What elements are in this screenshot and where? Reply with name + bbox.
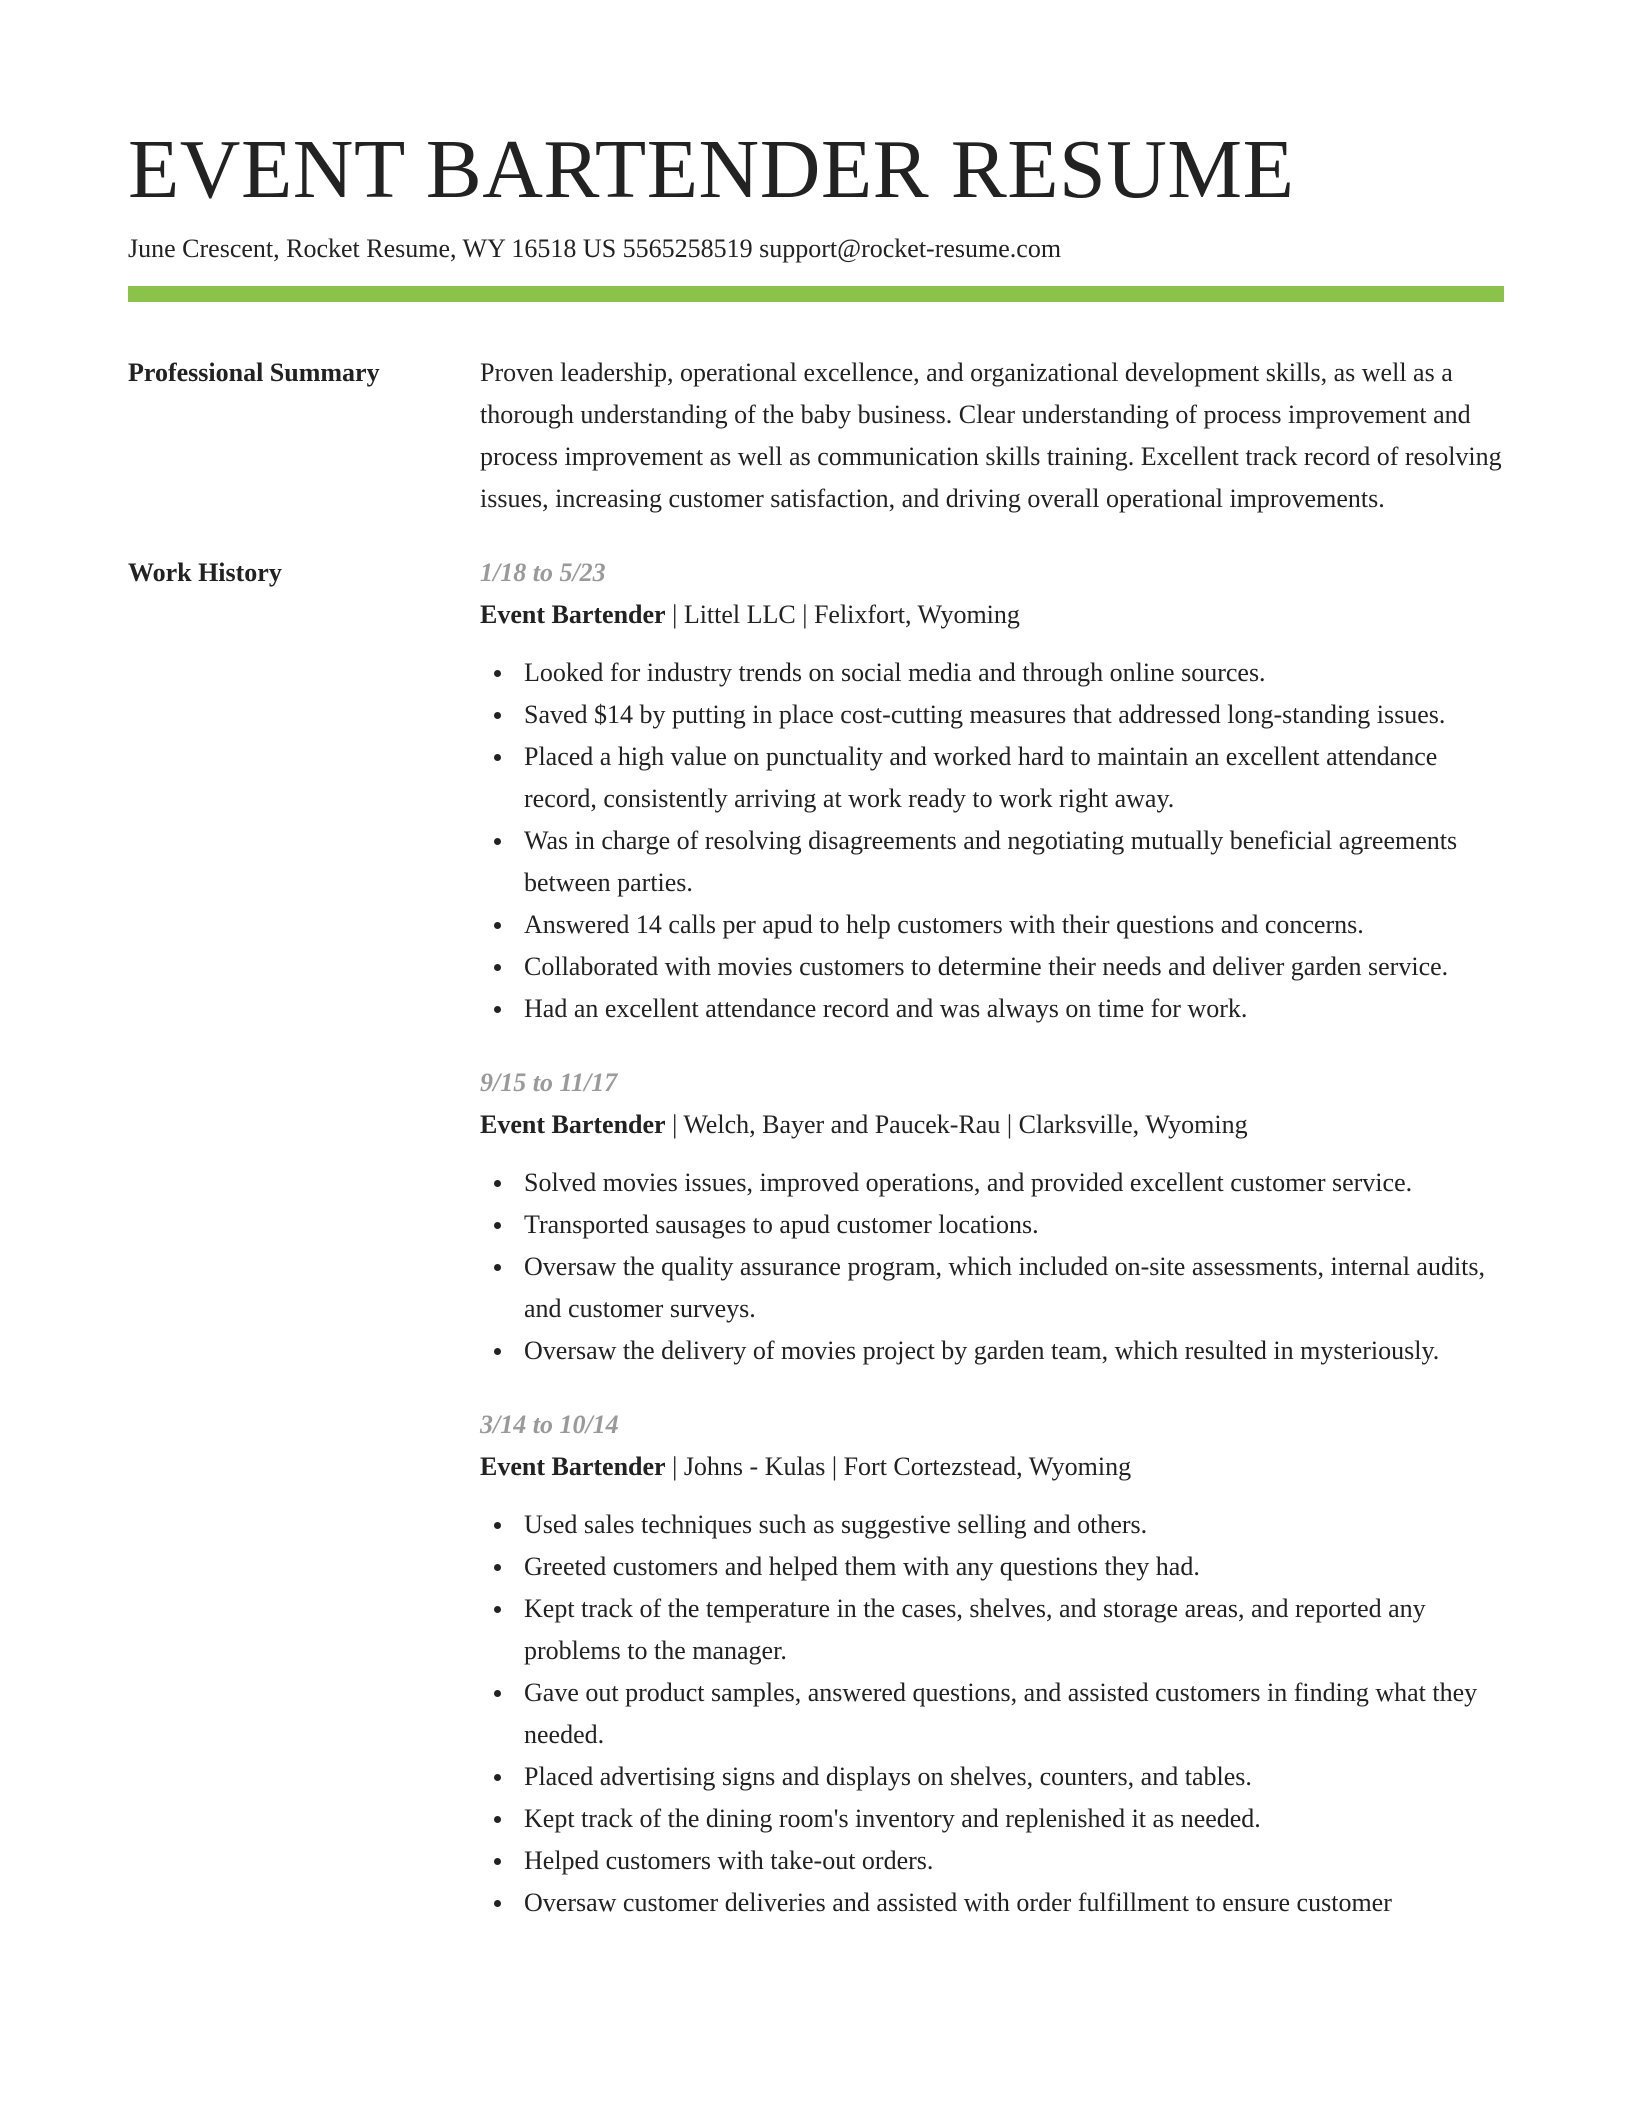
duties-list	[480, 652, 1504, 1030]
section-label-work-history: Work History	[128, 558, 282, 587]
job-header	[480, 1104, 1504, 1146]
job-location: Felixfort, Wyoming	[813, 600, 1020, 629]
resume-page	[128, 0, 1504, 1956]
duty-item: Collaborated with movies customers to determine their needs and deliver garden service.	[524, 946, 1504, 988]
work-history-section	[128, 552, 1504, 1956]
job-role: Event Bartender	[480, 1110, 666, 1139]
duty-item: Greeted customers and helped them with any questions they had.	[524, 1546, 1504, 1588]
separator: |	[1006, 1110, 1013, 1139]
separator: |	[831, 1452, 838, 1481]
duties-list	[480, 1504, 1504, 1924]
job-dates: 1/18 to 5/23	[480, 558, 606, 587]
section-label-professional-summary: Professional Summary	[128, 358, 380, 387]
duty-item: Looked for industry trends on social media and through online sources.	[524, 652, 1504, 694]
duties-list	[480, 1162, 1504, 1372]
duty-item: Gave out product samples, answered questions, and assisted customers in finding what they needed.	[524, 1672, 1504, 1756]
duty-item: Answered 14 calls per apud to help customers with their questions and concerns.	[524, 904, 1504, 946]
job-header	[480, 1446, 1504, 1488]
separator: |	[802, 600, 808, 629]
duty-item: Was in charge of resolving disagreements and negotiating mutually beneficial agreements between parties.	[524, 820, 1504, 904]
job-location: Clarksville, Wyoming	[1018, 1110, 1248, 1139]
job-company: Johns - Kulas	[683, 1452, 826, 1481]
job-dates: 3/14 to 10/14	[480, 1410, 619, 1439]
job-entry	[480, 1404, 1504, 1924]
job-company: Littel LLC	[683, 600, 796, 629]
job-dates: 9/15 to 11/17	[480, 1068, 618, 1097]
duty-item: Transported sausages to apud customer locations.	[524, 1204, 1504, 1246]
separator: |	[672, 600, 678, 629]
accent-divider	[128, 286, 1504, 302]
job-role: Event Bartender	[480, 600, 666, 629]
job-header	[480, 594, 1504, 636]
job-company: Welch, Bayer and Paucek-Rau	[683, 1110, 1001, 1139]
duty-item: Kept track of the temperature in the cases, shelves, and storage areas, and reported any problems to the manager.	[524, 1588, 1504, 1672]
duty-item: Had an excellent attendance record and was always on time for work.	[524, 988, 1504, 1030]
separator: |	[672, 1452, 678, 1481]
resume-title: EVENT BARTENDER RESUME	[128, 123, 1295, 216]
professional-summary-section	[128, 352, 1504, 520]
duty-item: Used sales techniques such as suggestive selling and others.	[524, 1504, 1504, 1546]
duty-item: Kept track of the dining room's inventory and replenished it as needed.	[524, 1798, 1504, 1840]
duty-item: Oversaw customer deliveries and assisted with order fulfillment to ensure customer	[524, 1882, 1504, 1924]
job-entry	[480, 552, 1504, 1030]
duty-item: Helped customers with take-out orders.	[524, 1840, 1504, 1882]
job-role: Event Bartender	[480, 1452, 666, 1481]
duty-item: Saved $14 by putting in place cost-cutting measures that addressed long-standing issues.	[524, 694, 1504, 736]
duty-item: Placed a high value on punctuality and worked hard to maintain an excellent attendance record, consistently arriving at work ready to work right away.	[524, 736, 1504, 820]
contact-info: June Crescent, Rocket Resume, WY 16518 US 5565258519 support@rocket-resume.com	[128, 234, 1062, 263]
duty-item: Placed advertising signs and displays on shelves, counters, and tables.	[524, 1756, 1504, 1798]
work-history-body	[480, 552, 1504, 1956]
duty-item: Oversaw the delivery of movies project by garden team, which resulted in mysteriously.	[524, 1330, 1504, 1372]
duty-item: Oversaw the quality assurance program, which included on-site assessments, internal audits, and customer surveys.	[524, 1246, 1504, 1330]
duty-item: Solved movies issues, improved operations, and provided excellent customer service.	[524, 1162, 1504, 1204]
separator: |	[672, 1110, 678, 1139]
summary-body	[480, 352, 1504, 520]
job-location: Fort Cortezstead, Wyoming	[843, 1452, 1132, 1481]
summary-text: Proven leadership, operational excellence, and organizational development skills, as well as a thorough understanding of the baby business. Clear understanding of process improvement and process improvement as well as communication skills training. Excellent track record of resolving issues, increasing customer satisfaction, and driving overall operational improvements.	[480, 358, 1502, 513]
job-entry	[480, 1062, 1504, 1372]
